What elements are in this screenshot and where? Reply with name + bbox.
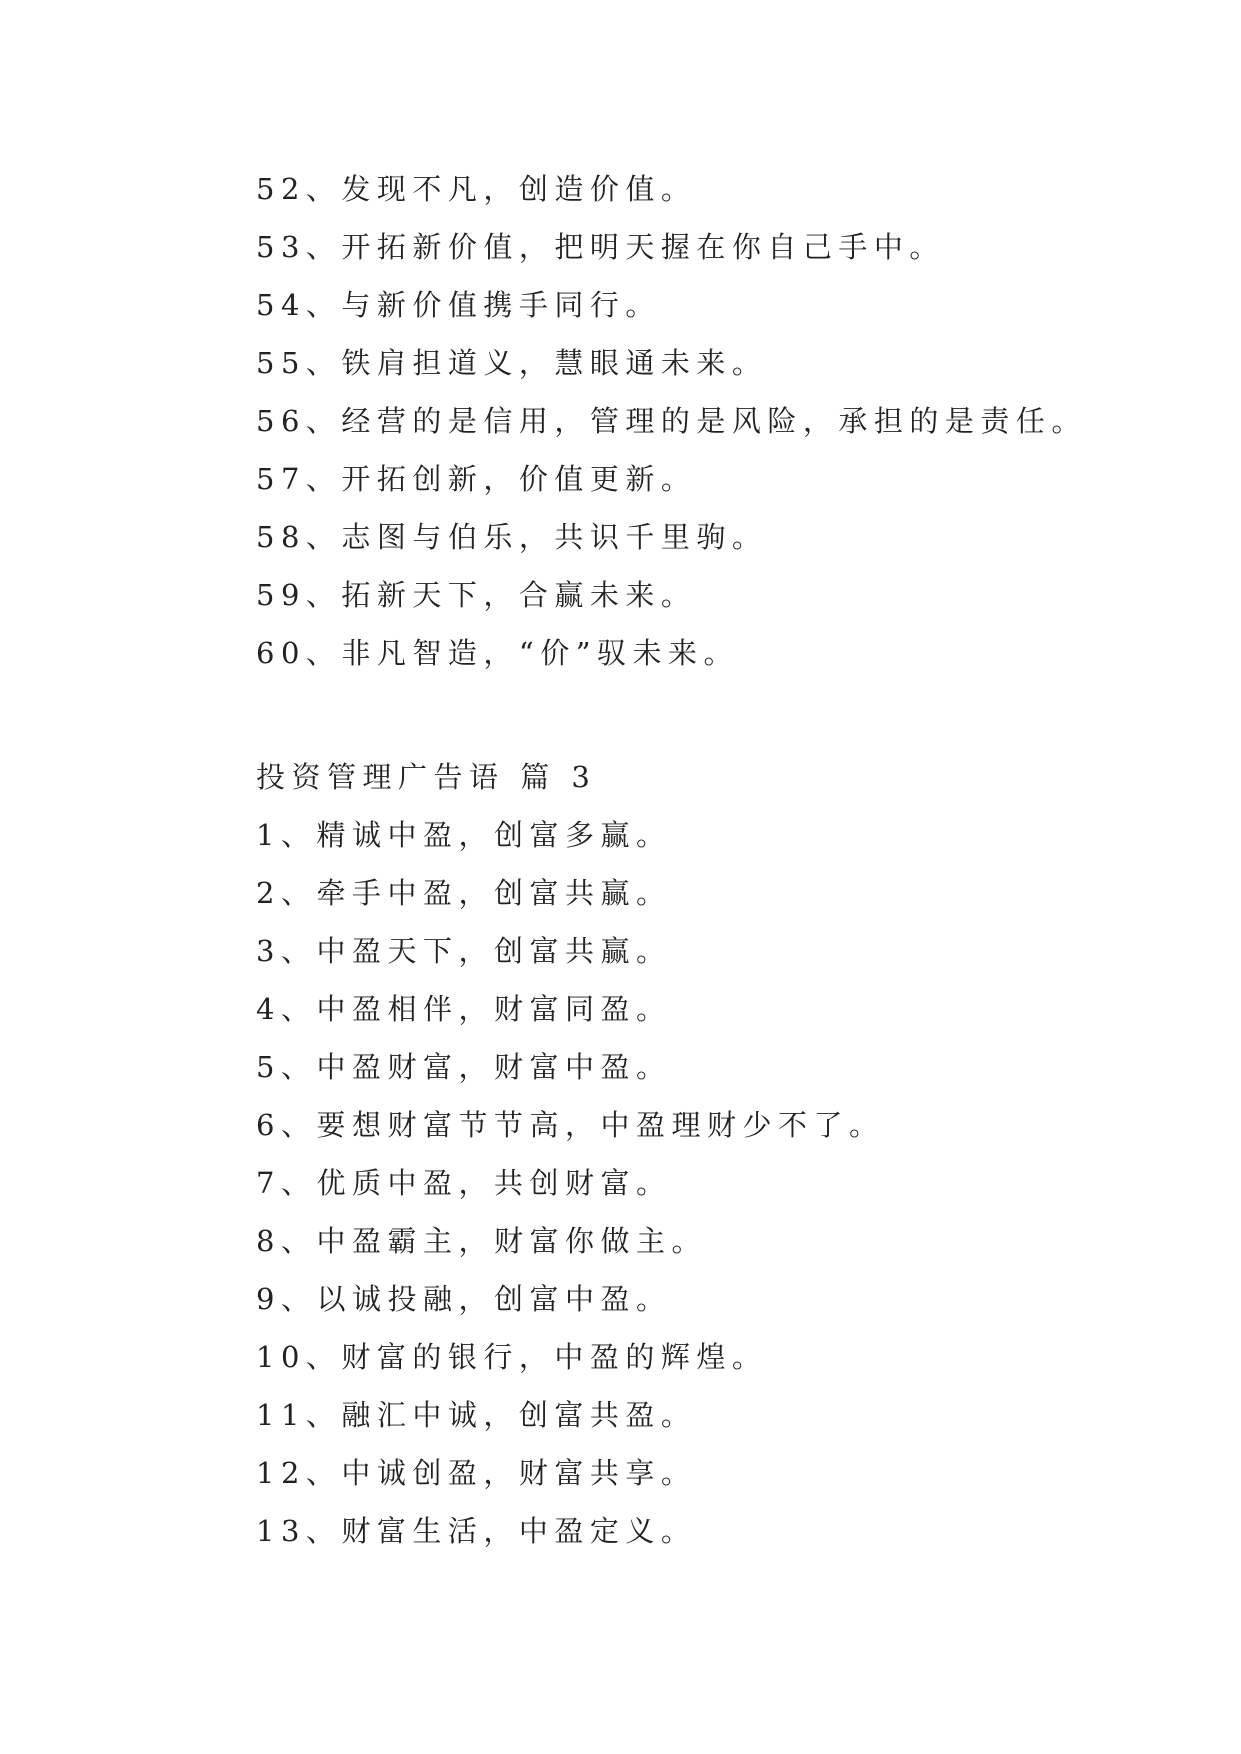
slogan-item-5: 5、中盈财富，财富中盈。 — [256, 1050, 672, 1084]
slogan-item-58: 58、志图与伯乐，共识千里驹。 — [256, 520, 768, 554]
slogan-item-6: 6、要想财富节节高，中盈理财少不了。 — [256, 1108, 885, 1142]
slogan-item-11: 11、融汇中诚，创富共盈。 — [256, 1398, 697, 1432]
slogan-item-57: 57、开拓创新，价值更新。 — [256, 462, 697, 496]
slogan-item-12: 12、中诚创盈，财富共享。 — [256, 1456, 697, 1490]
slogan-item-13: 13、财富生活，中盈定义。 — [256, 1514, 697, 1548]
slogan-item-60: 60、非凡智造，“价”驭未来。 — [256, 636, 740, 670]
slogan-list-continued — [256, 160, 1156, 682]
slogan-item-9: 9、以诚投融，创富中盈。 — [256, 1282, 672, 1316]
slogan-item-8: 8、中盈霸主，财富你做主。 — [256, 1224, 707, 1258]
slogan-item-53: 53、开拓新价值，把明天握在你自己手中。 — [256, 230, 945, 264]
slogan-item-3: 3、中盈天下，创富共赢。 — [256, 934, 672, 968]
slogan-item-59: 59、拓新天下，合赢未来。 — [256, 578, 697, 612]
slogan-item-10: 10、财富的银行，中盈的辉煌。 — [256, 1340, 768, 1374]
slogan-item-1: 1、精诚中盈，创富多赢。 — [256, 818, 672, 852]
slogan-item-55: 55、铁肩担道义，慧眼通未来。 — [256, 346, 768, 380]
slogan-item-52: 52、发现不凡，创造价值。 — [256, 172, 697, 206]
slogan-item-56: 56、经营的是信用，管理的是风险，承担的是责任。 — [256, 404, 1087, 438]
slogan-item-7: 7、优质中盈，共创财富。 — [256, 1166, 672, 1200]
slogan-item-54: 54、与新价值携手同行。 — [256, 288, 661, 322]
slogan-item-2: 2、牵手中盈，创富共赢。 — [256, 876, 672, 910]
slogan-item-4: 4、中盈相伴，财富同盈。 — [256, 992, 672, 1026]
slogan-section-3 — [256, 748, 1156, 1560]
section-heading: 投资管理广告语 篇 3 — [256, 760, 597, 794]
